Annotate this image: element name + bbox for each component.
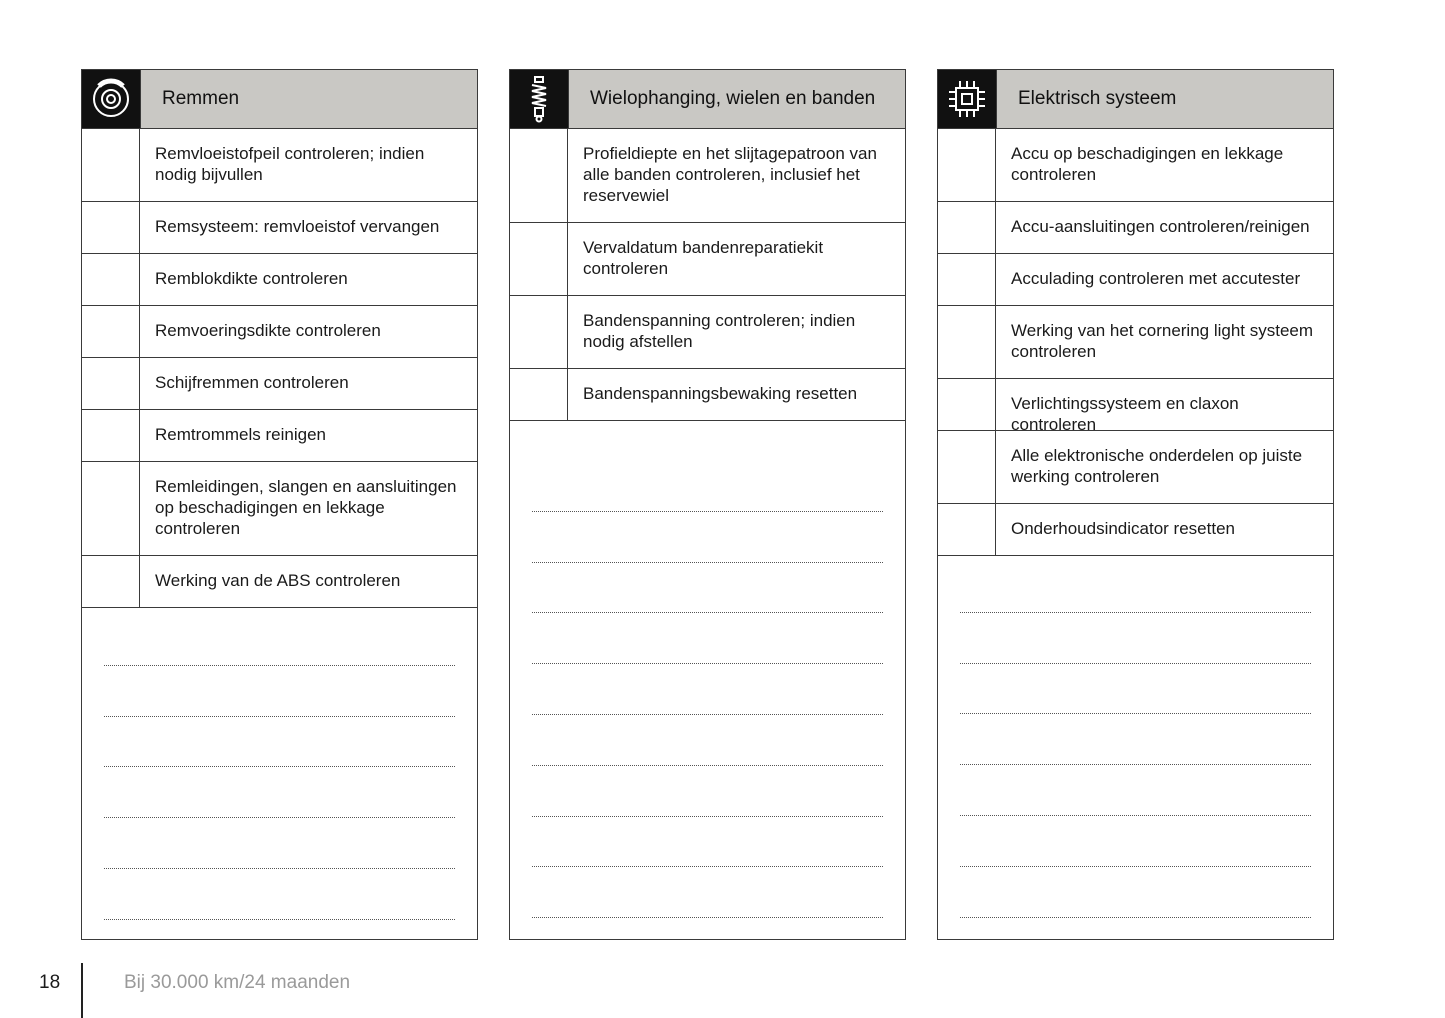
checklist-row (82, 556, 477, 608)
note-line[interactable] (960, 664, 1311, 715)
checklist-item: Vervaldatum bandenreparatiekit controleren (583, 238, 824, 278)
shock-absorber-icon (510, 70, 568, 128)
checklist-item: Remleidingen, slangen en aansluitingen op beschadigingen en lekkage controleren (155, 477, 457, 538)
brake-disc-icon (82, 70, 140, 128)
note-line[interactable] (960, 867, 1311, 918)
checkbox-cell[interactable] (938, 202, 996, 253)
note-line[interactable] (960, 816, 1311, 867)
checkbox-cell[interactable] (510, 296, 568, 368)
note-line[interactable] (532, 817, 883, 868)
checklist-item: Remvoeringsdikte controleren (155, 321, 381, 340)
checklist-row (938, 504, 1333, 556)
note-line[interactable] (104, 767, 455, 818)
checklist-item: Acculading controleren met accutester (1011, 269, 1301, 288)
checkbox-cell[interactable] (510, 129, 568, 222)
notes-area (510, 421, 905, 918)
checklist-row (82, 202, 477, 254)
note-line[interactable] (532, 664, 883, 715)
checklist-item: Bandenspanningsbewaking resetten (583, 384, 858, 403)
checklist-row (510, 296, 905, 369)
note-line[interactable] (532, 563, 883, 614)
note-line[interactable] (532, 613, 883, 664)
note-line[interactable] (532, 766, 883, 817)
checklist-item: Werking van de ABS controleren (155, 571, 401, 590)
panel-title: Elektrisch systeem (996, 70, 1333, 128)
checklist-row (938, 379, 1333, 434)
checklist-item: Accu-aansluitingen controleren/reinigen (1011, 217, 1310, 236)
checkbox-cell[interactable] (82, 462, 140, 555)
footer-divider (81, 963, 83, 1018)
checklist-row (938, 129, 1333, 202)
checklist-row (938, 254, 1333, 306)
checklist-item: Remvloeistofpeil controleren; indien nodig bijvullen (155, 144, 425, 184)
note-line[interactable] (104, 666, 455, 717)
panel-elektrisch (937, 69, 1334, 940)
checkbox-cell[interactable] (510, 369, 568, 420)
checkbox-cell[interactable] (82, 129, 140, 201)
checklist-item: Verlichtingssysteem en claxon controleren (1011, 394, 1239, 434)
checkbox-cell[interactable] (510, 223, 568, 295)
checkbox-cell[interactable] (938, 379, 996, 430)
checklist-item: Werking van het cornering light systeem controleren (1011, 321, 1314, 361)
checkbox-cell[interactable] (82, 202, 140, 253)
checkbox-cell[interactable] (938, 129, 996, 201)
panel-title: Remmen (140, 70, 477, 128)
checklist-item: Profieldiepte en het slijtagepatroon van alle banden controleren, inclusief het reservewiel (583, 144, 877, 205)
checkbox-cell[interactable] (82, 306, 140, 357)
checkbox-cell[interactable] (938, 306, 996, 378)
note-line[interactable] (532, 512, 883, 563)
note-line[interactable] (960, 562, 1311, 613)
note-line[interactable] (532, 461, 883, 512)
note-line[interactable] (104, 615, 455, 666)
panel-header (82, 70, 477, 129)
checklist-row (82, 462, 477, 556)
checkbox-cell[interactable] (82, 556, 140, 607)
note-line[interactable] (104, 869, 455, 920)
checkbox-cell[interactable] (82, 410, 140, 461)
notes-area (938, 556, 1333, 918)
checklist-item: Remtrommels reinigen (155, 425, 326, 444)
checklist-item: Onderhoudsindicator resetten (1011, 519, 1235, 538)
checkbox-cell[interactable] (82, 358, 140, 409)
note-line[interactable] (104, 717, 455, 768)
panel-title: Wielophanging, wielen en banden (568, 70, 905, 128)
checklist-row (82, 410, 477, 462)
checklist-item: Remsysteem: remvloeistof vervangen (155, 217, 440, 236)
checkbox-cell[interactable] (938, 504, 996, 555)
checklist-item: Accu op beschadigingen en lekkage controleren (1011, 144, 1284, 184)
checklist-row (938, 431, 1333, 504)
panel-header (510, 70, 905, 129)
service-interval: Bij 30.000 km/24 maanden (124, 972, 351, 993)
checklist-row (510, 369, 905, 421)
checklist-row (510, 129, 905, 223)
checklist-row (938, 306, 1333, 379)
note-line[interactable] (960, 613, 1311, 664)
checklist-row (938, 202, 1333, 254)
panel-remmen (81, 69, 478, 940)
checklist-row (82, 129, 477, 202)
note-line[interactable] (532, 715, 883, 766)
page-number: 18 (39, 972, 61, 993)
checkbox-cell[interactable] (82, 254, 140, 305)
chip-icon (938, 70, 996, 128)
note-line[interactable] (960, 765, 1311, 816)
notes-area (82, 608, 477, 920)
note-line[interactable] (104, 818, 455, 869)
checkbox-cell[interactable] (938, 254, 996, 305)
checklist-item: Alle elektronische onderdelen op juiste werking controleren (1011, 446, 1303, 486)
panel-header (938, 70, 1333, 129)
checkbox-cell[interactable] (938, 431, 996, 503)
checklist-row (82, 358, 477, 410)
note-line[interactable] (960, 714, 1311, 765)
checklist-row (82, 254, 477, 306)
checklist-row (82, 306, 477, 358)
panel-wielophanging (509, 69, 906, 940)
checklist-item: Bandenspanning controleren; indien nodig afstellen (583, 311, 856, 351)
checklist-row (510, 223, 905, 296)
note-line[interactable] (532, 867, 883, 918)
checklist-item: Remblokdikte controleren (155, 269, 348, 288)
checklist-item: Schijfremmen controleren (155, 373, 349, 392)
